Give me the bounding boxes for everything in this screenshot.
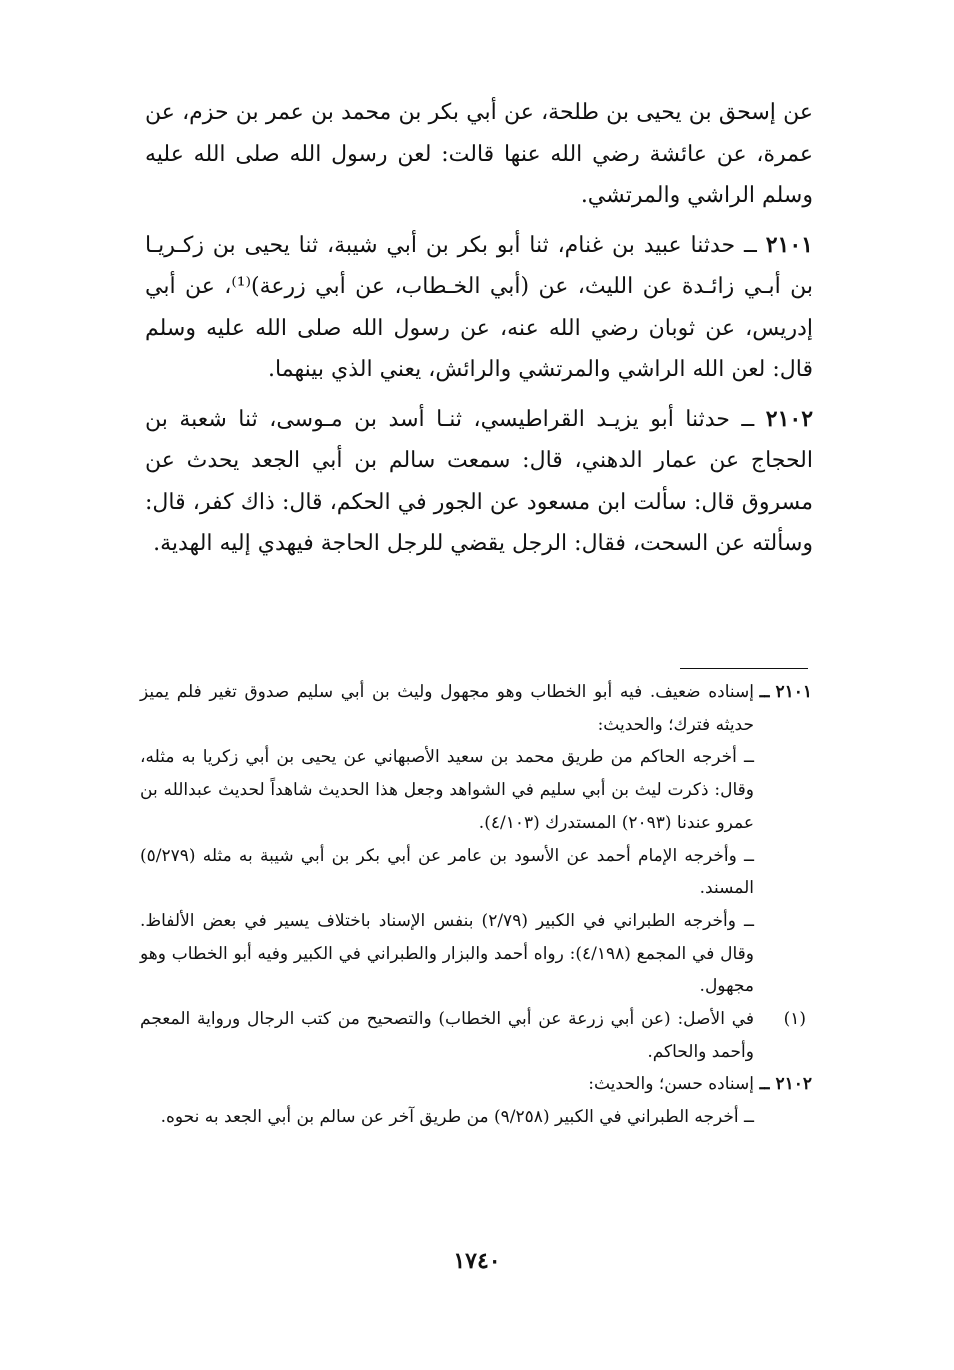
hadith-number: ٢١٠١ (765, 231, 813, 258)
footnote-text: ــ وأخرجه الطبراني في الكبير (٢/٧٩) بنفس الإسناد باختلاف يسير في بعض الألفاظ. وقال في المجمع (٤/١٩٨): رواه أحمد والبزار والطبراني في الكبير وفيه أبو الخطاب وهو مجهول. (140, 910, 755, 997)
footnote-text: ــ وأخرجه الإمام أحمد عن الأسود بن عامر عن أبي بكر بن أبي شيبة به مثله (٥/٢٧٩) المسند. (140, 845, 754, 899)
paragraph-intro (145, 92, 813, 217)
footnote-row (140, 676, 812, 741)
footnote-text: إسناده حسن؛ والحديث: (588, 1074, 754, 1095)
page-number: ١٧٤٠ (453, 1248, 501, 1274)
footnote-text: إسناده ضعيف. فيه أبو الخطاب وهو مجهول وليث بن أبي سليم صدوق تغير فلم يميز حديثه فترك؛ والحديث: (140, 682, 754, 735)
footnote-row (140, 905, 812, 1003)
footnote-label: ٢١٠٢ ــ (759, 1074, 812, 1095)
main-text (145, 92, 813, 573)
hadith-number: ٢١٠٢ (765, 405, 814, 432)
hadith-text: ــ حدثنا أبو يزيـد القراطيسي، ثنـا أسد بن مـوسى، ثنا شعبة بن الحجاج عن عمار الدهني، قال: سمعت سالم بن أبي الجعد يحدث عن مسروق قال: سألت ابن مسعود عن الجور في الحكم، قال: ذاك كفر، قال: وسألته عن السحت، فقال: الرجل يقضي للرجل الحاجة فيهدي إليه الهدية. (145, 406, 813, 556)
footnote-separator (680, 668, 808, 669)
footnote-marker: (١) (783, 1009, 806, 1030)
hadith-2101 (145, 225, 813, 391)
footnote-row (140, 840, 812, 905)
footnote-row (140, 1101, 812, 1134)
footnote-row (140, 1068, 812, 1101)
footnote-row-1 (140, 1003, 812, 1068)
hadith-2102 (145, 399, 813, 565)
footnote-label: ٢١٠١ ــ (759, 682, 812, 702)
footnotes (140, 676, 812, 1134)
hadith-text: ــ حدثنا عبيد بن غنام، ثنا أبو بكر بن أبي شيبة، ثنا يحيى بن زكـريـا بن أبـي زائـدة عن الليث، عن (أبي الخـطاب، عن أبي زرعة)⁽¹⁾، عن أبي إدريس، عن ثوبان رضي الله عنه، عن رسول الله صلى الله عليه وسلم قال: لعن الله الراشي والمرتشي والرائش، يعني الذي بينهما. (145, 232, 813, 382)
footnote-text: ــ أخرجه الحاكم من طريق محمد بن سعيد الأصبهاني عن يحيى بن أبي زكريا به مثله، وقال: ذكرت ليث بن أبي سليم في الشواهد وجعل هذا الحديث شاهداً لحديث عبدالله بن عمرو عندنا (٢٠٩٣) المستدرك (٤/١٠٣). (140, 747, 754, 833)
footnote-row (140, 741, 812, 839)
footnote-text: في الأصل: (عن أبي زرعة عن أبي الخطاب) والتصحيح من كتب الرجال ورواية المعجم وأحمد والحاكم. (140, 1009, 754, 1062)
footnote-text: ــ أخرجه الطبراني في الكبير (٩/٢٥٨) من طريق آخر عن سالم بن أبي الجعد به نحوه. (160, 1107, 754, 1128)
paragraph-text: عن إسحق بن يحيى بن طلحة، عن أبي بكر بن محمد بن عمر بن حزم، عن عمرة، عن عائشة رضي الله عنها قالت: لعن رسول الله صلى الله عليه وسلم الراشي والمرتشي. (145, 100, 813, 208)
